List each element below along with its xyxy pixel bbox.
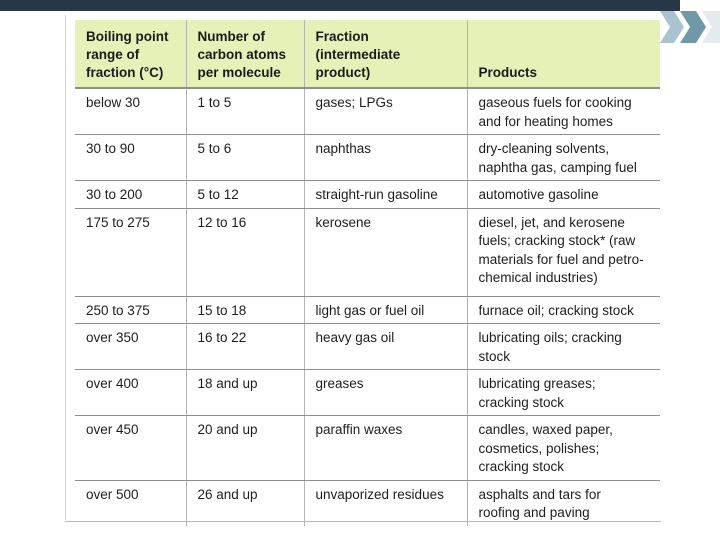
- corner-chevrons-icon: [658, 3, 720, 53]
- cell-boiling-range: 30 to 200: [75, 181, 186, 209]
- cell-fraction: kerosene: [304, 208, 467, 296]
- header-line: (intermediate: [315, 47, 401, 62]
- header-line: Products: [478, 65, 538, 80]
- cell-boiling-range: over 400: [75, 370, 186, 416]
- products-line: and for heating homes: [478, 113, 613, 129]
- cell-products: [467, 370, 660, 416]
- header-products: [467, 20, 660, 88]
- products-line: lubricating greases;: [478, 376, 596, 391]
- cell-products: [467, 324, 660, 370]
- cell-carbon-atoms: 16 to 22: [186, 324, 304, 370]
- cell-boiling-range: over 350: [75, 324, 186, 370]
- cell-carbon-atoms: 5 to 12: [186, 181, 304, 209]
- cell-carbon-atoms: 18 and up: [186, 370, 304, 416]
- cell-carbon-atoms: 15 to 18: [186, 296, 304, 324]
- cell-products: [467, 208, 660, 296]
- header-carbon-atoms: [186, 20, 304, 88]
- products-line: gaseous fuels for cooking: [478, 95, 632, 110]
- cell-fraction: paraffin waxes: [304, 416, 467, 481]
- cell-boiling-range: 30 to 90: [75, 135, 186, 181]
- cell-carbon-atoms: 12 to 16: [186, 208, 304, 296]
- products-line: roofing and paving: [478, 505, 590, 520]
- header-line: range of: [86, 47, 140, 62]
- products-line: chemical industries): [478, 270, 598, 285]
- products-line: cracking stock: [478, 394, 565, 410]
- table-row: [75, 208, 660, 296]
- table-row: [75, 181, 660, 209]
- products-line: lubricating oils; cracking: [478, 330, 622, 345]
- products-line: asphalts and tars for: [478, 486, 601, 502]
- table-row: [75, 416, 660, 481]
- cell-fraction: straight-run gasoline: [304, 181, 467, 209]
- cell-products: [467, 88, 660, 135]
- cell-products: [467, 480, 660, 526]
- cell-carbon-atoms: 26 and up: [186, 480, 304, 526]
- chevron-light-icon: [660, 11, 684, 43]
- table-row: [75, 370, 660, 416]
- header-line: Boiling point: [86, 29, 169, 44]
- header-line: product): [315, 65, 371, 80]
- products-line: cracking stock: [478, 459, 565, 474]
- header-line: carbon atoms: [197, 47, 287, 62]
- cell-fraction: naphthas: [304, 135, 467, 181]
- petroleum-fractions-table: [75, 20, 660, 526]
- cell-products: [467, 416, 660, 481]
- header-fraction: [304, 20, 467, 88]
- cell-fraction: unvaporized residues: [304, 480, 467, 526]
- products-line: cosmetics, polishes;: [478, 440, 600, 456]
- cell-carbon-atoms: 20 and up: [186, 416, 304, 481]
- cell-carbon-atoms: 1 to 5: [186, 88, 304, 135]
- cell-fraction: greases: [304, 370, 467, 416]
- products-line: stock: [478, 348, 511, 364]
- products-line: automotive gasoline: [478, 187, 599, 202]
- cell-products: [467, 135, 660, 181]
- header-line: fraction (°C): [86, 65, 164, 80]
- cell-products: [467, 181, 660, 209]
- table-row: [75, 135, 660, 181]
- products-line: dry-cleaning solvents,: [478, 141, 610, 156]
- cell-carbon-atoms: 5 to 6: [186, 135, 304, 181]
- slide-top-bar: [0, 0, 680, 11]
- header-line: Fraction: [315, 29, 369, 44]
- cell-boiling-range: below 30: [75, 88, 186, 135]
- table-row: [75, 480, 660, 526]
- products-line: fuels; cracking stock* (raw: [478, 233, 636, 248]
- cell-fraction: gases; LPGs: [304, 88, 467, 135]
- header-line: Number of: [197, 29, 265, 44]
- cell-boiling-range: over 450: [75, 416, 186, 481]
- cell-fraction: light gas or fuel oil: [304, 296, 467, 324]
- products-line: candles, waxed paper,: [478, 422, 613, 437]
- table-header-row: [75, 20, 660, 88]
- cell-boiling-range: 175 to 275: [75, 208, 186, 296]
- cell-boiling-range: 250 to 375: [75, 296, 186, 324]
- table-row: [75, 296, 660, 324]
- cell-boiling-range: over 500: [75, 480, 186, 526]
- table-row: [75, 88, 660, 135]
- header-line: per molecule: [197, 65, 281, 80]
- products-line: furnace oil; cracking stock: [478, 302, 634, 318]
- products-line: materials for fuel and petro-: [478, 251, 644, 267]
- products-line: diesel, jet, and kerosene: [478, 214, 625, 230]
- table-row: [75, 324, 660, 370]
- cell-products: [467, 296, 660, 324]
- products-line: naphtha gas, camping fuel: [478, 159, 637, 175]
- cell-fraction: heavy gas oil: [304, 324, 467, 370]
- header-boiling-range: [75, 20, 186, 88]
